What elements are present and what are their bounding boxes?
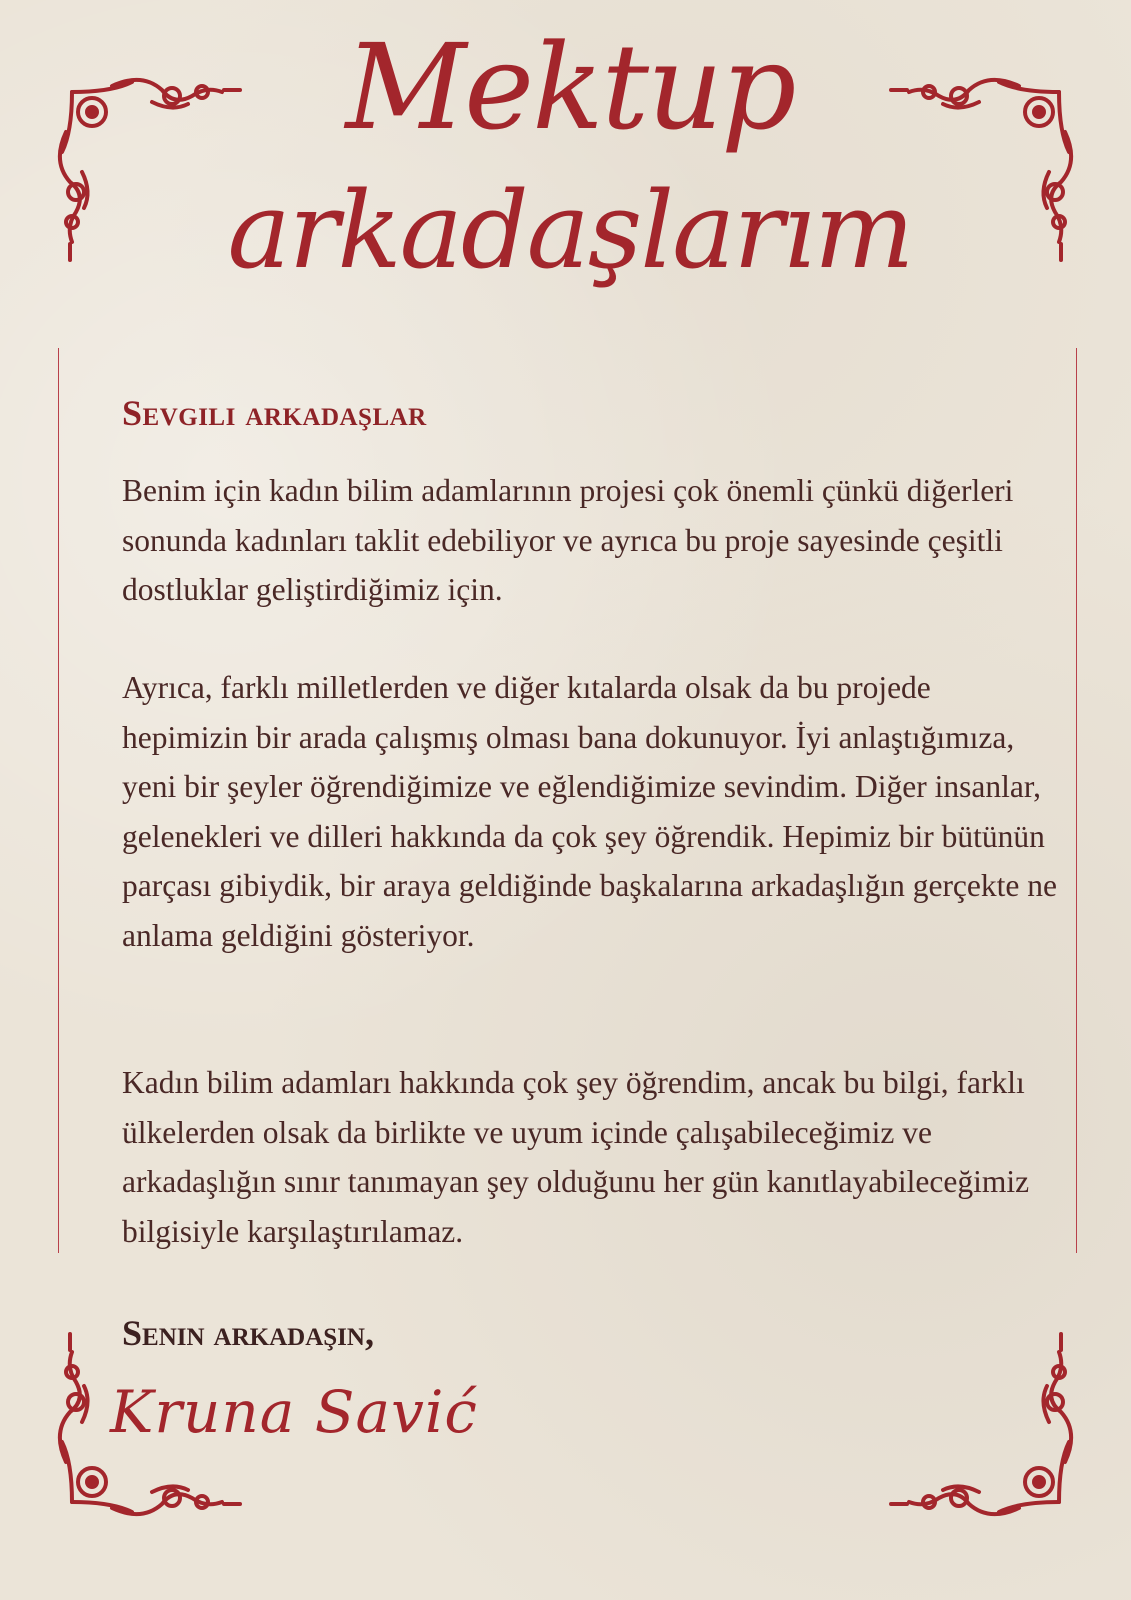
paragraph-2: Ayrıca, farklı milletlerden ve diğer kıtalarda olsak da bu projede hepimizin bir arada çalışmış olması bana dokunuyor. İyi anlaştığımıza, yeni bir şeyler öğrendiğimize ve eğlendiğimize sevindim. Diğer insanlar, gelenekleri ve dilleri hakkında da çok şey öğrendik. Hepimiz bir bütünün parçası gibiydik, bir araya geldiğinde başkalarına arkadaşlığın gerçekte ne anlama geldiğini gösteriyor.	[122, 670, 1057, 953]
paragraph-3: Kadın bilim adamları hakkında çok şey öğrendim, ancak bu bilgi, farklı ülkelerden olsak da birlikte ve uyum içinde çalışabileceğimiz ve arkadaşlığın sınır tanımayan şey olduğunu her gün kanıtlayabileceğimiz bilgisiyle karşılaştırılamaz.	[122, 1065, 1030, 1249]
corner-flourish-bottom-right-icon	[879, 1332, 1079, 1522]
title-line-1: Mektup	[345, 18, 795, 156]
paragraph-1: Benim için kadın bilim adamlarının projesi çok önemli çünkü diğerleri sonunda kadınları taklit edebiliyor ve ayrıca bu proje sayesinde çeşitli dostluklar geliştirdiğimiz için.	[122, 473, 1014, 607]
left-border-line	[58, 348, 59, 1253]
title-line-2: arkadaşlarım	[227, 169, 913, 292]
right-border-line	[1076, 348, 1077, 1253]
signature: Kruna Savić	[110, 1378, 478, 1446]
salutation: Sevgili arkadaşlar	[122, 393, 427, 433]
signoff: Senin arkadaşın,	[122, 1313, 374, 1353]
